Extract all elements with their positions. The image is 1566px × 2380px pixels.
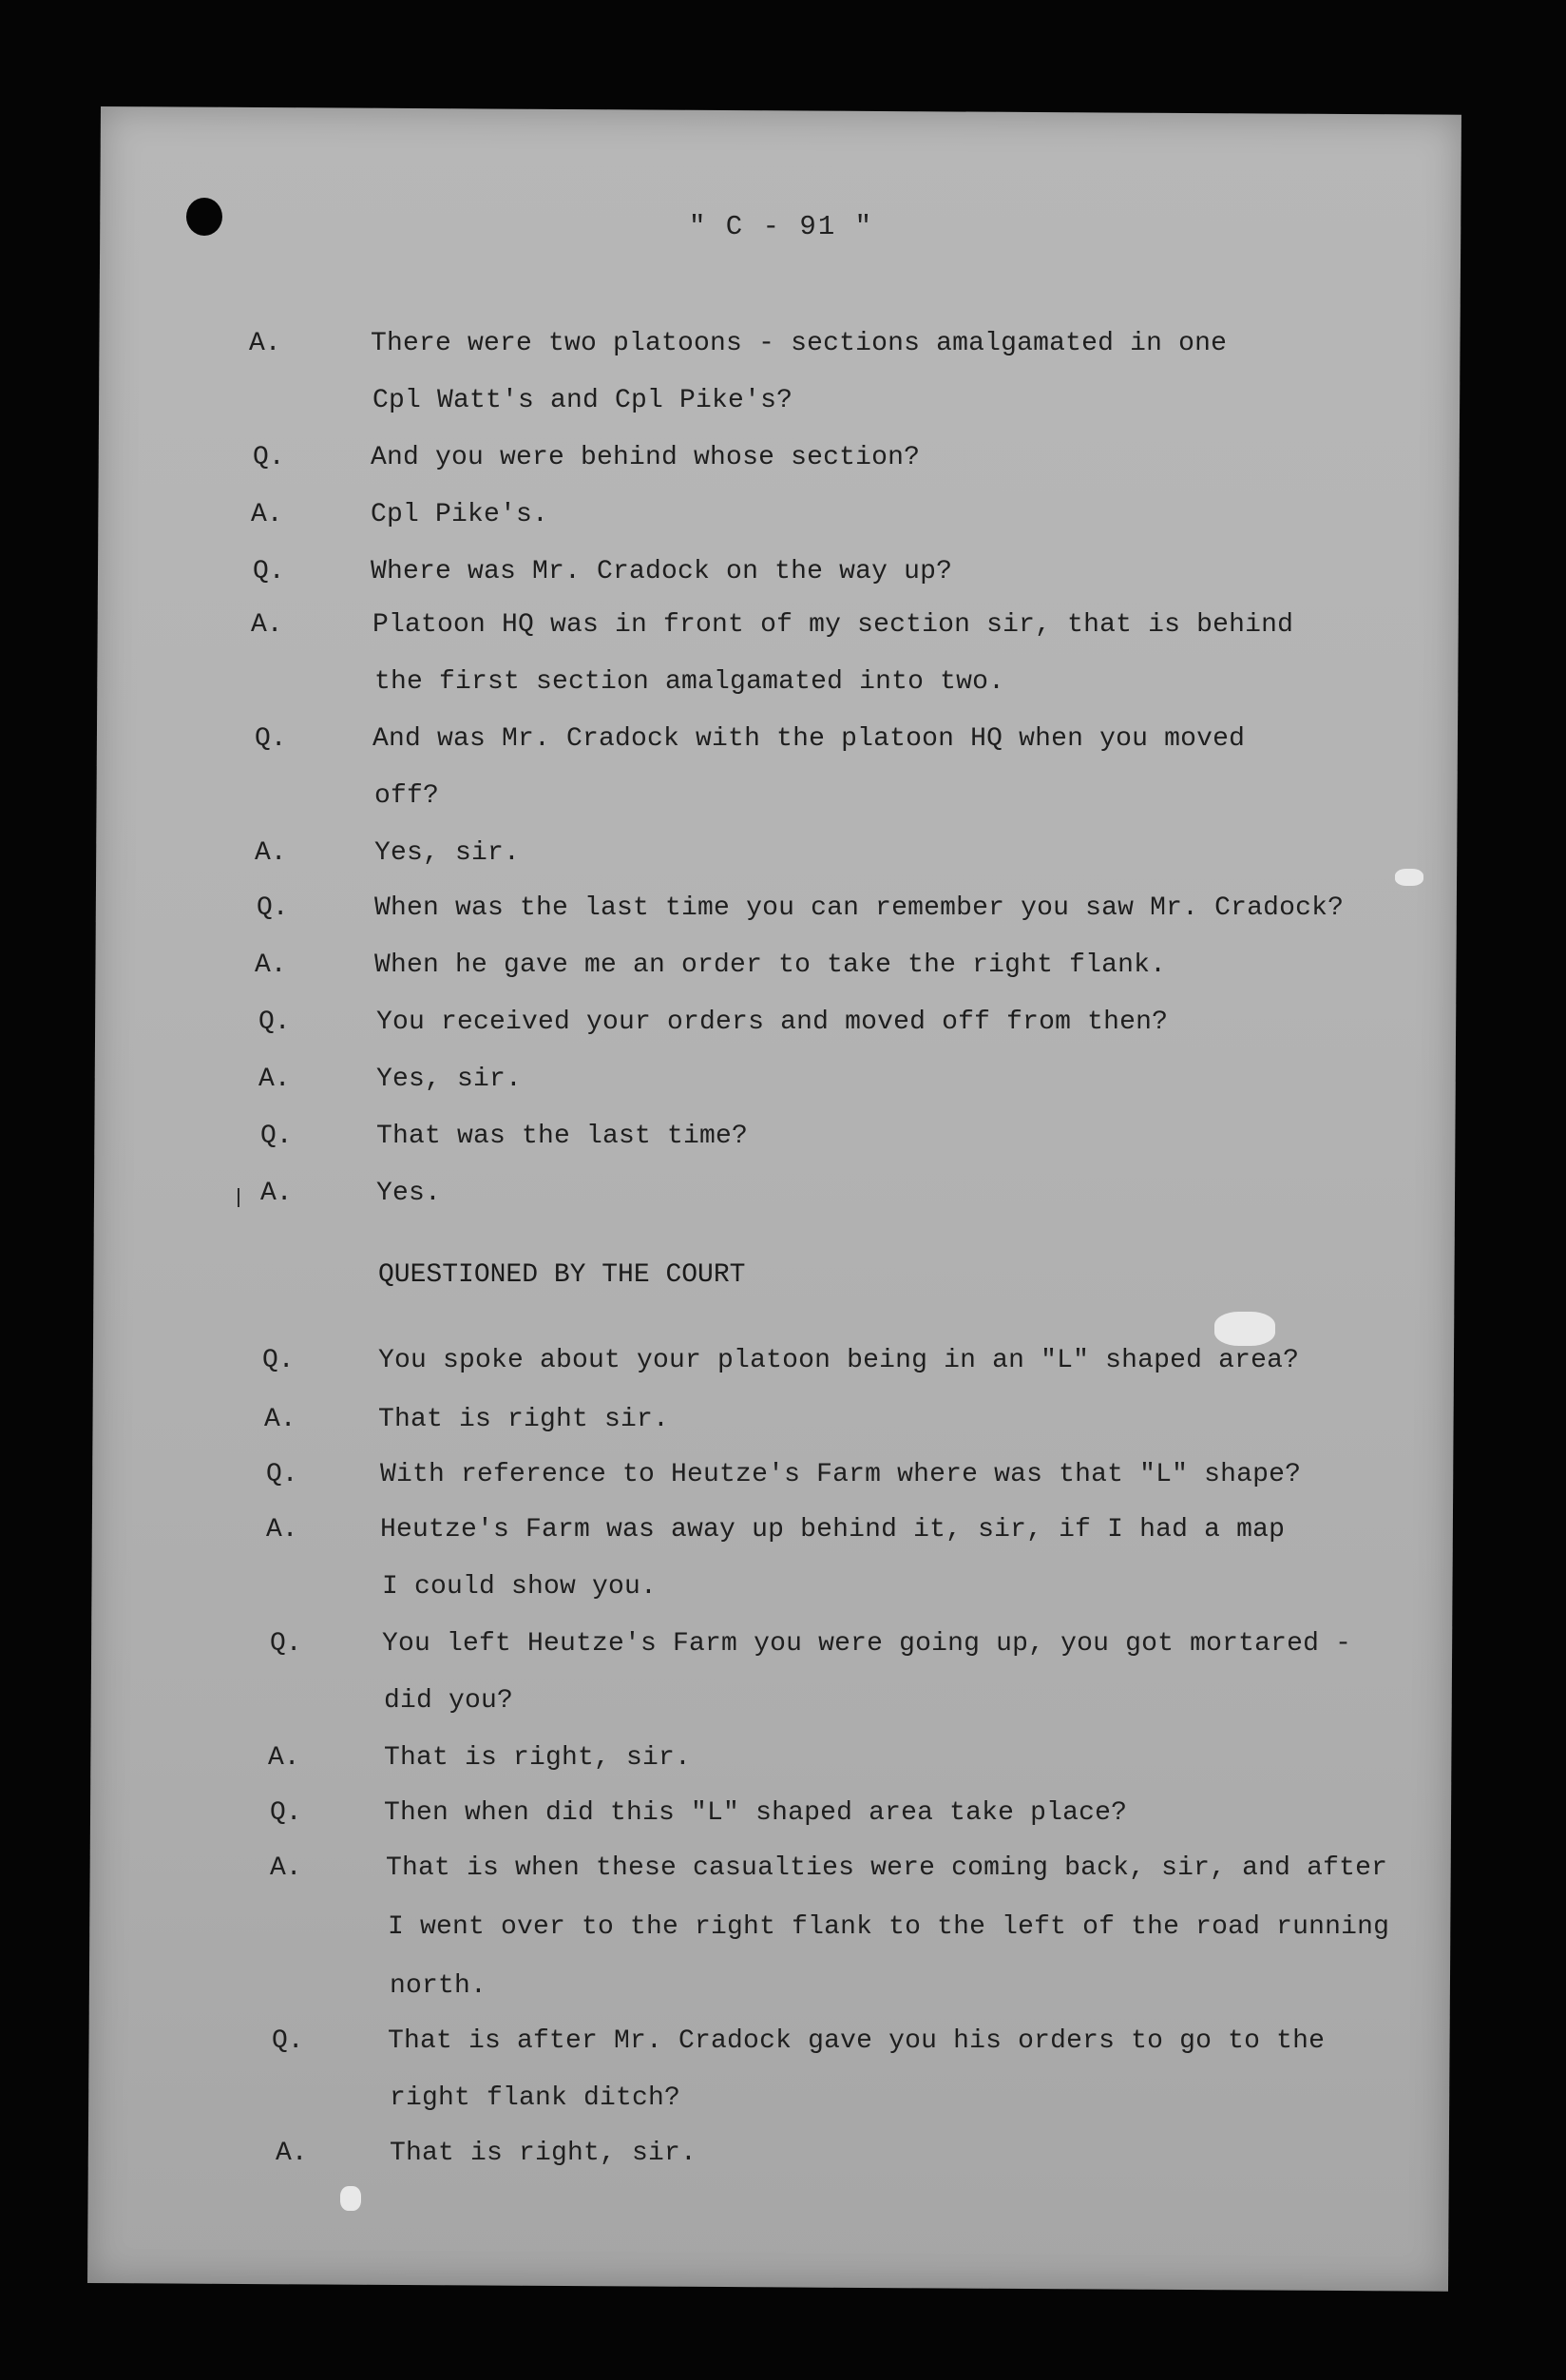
punch-hole — [186, 198, 222, 236]
testimony-line: Yes. — [376, 1179, 442, 1208]
testimony-line: You left Heutze's Farm you were going up, you got mortared - — [382, 1629, 1352, 1659]
speaker-label: Q. — [266, 1460, 298, 1489]
speaker-label: A. — [260, 1179, 293, 1208]
testimony-line: north. — [390, 1971, 487, 2001]
testimony-line: Then when did this "L" shaped area take place? — [384, 1798, 1128, 1828]
testimony-line: That is right, sir. — [390, 2139, 697, 2168]
speaker-label: Q. — [258, 1008, 291, 1037]
testimony-line: Heutze's Farm was away up behind it, sir, if I had a map — [380, 1515, 1286, 1545]
testimony-line: That is when these casualties were coming back, sir, and after — [386, 1853, 1388, 1883]
speaker-label: A. — [276, 2139, 308, 2168]
speaker-label: Q. — [262, 1346, 295, 1375]
speaker-label: A. — [264, 1405, 296, 1434]
testimony-line: did you? — [384, 1686, 514, 1716]
speaker-label: A. — [258, 1065, 291, 1094]
speaker-label: Q. — [272, 2026, 304, 2056]
typed-page — [87, 106, 1461, 2292]
testimony-line: You received your orders and moved off from then? — [376, 1008, 1169, 1037]
testimony-line: I went over to the right flank to the left of the road running — [388, 1912, 1390, 1942]
testimony-line: Cpl Watt's and Cpl Pike's? — [372, 386, 793, 415]
testimony-line: right flank ditch? — [390, 2083, 681, 2113]
speaker-label: A. — [268, 1743, 300, 1773]
paper-speck — [1214, 1312, 1275, 1346]
speaker-label: A. — [249, 329, 281, 358]
testimony-line: When he gave me an order to take the right flank. — [374, 950, 1167, 980]
testimony-line: Yes, sir. — [374, 838, 521, 868]
speaker-label: Q. — [255, 724, 287, 754]
testimony-line: Yes, sir. — [376, 1065, 523, 1094]
testimony-line: Where was Mr. Cradock on the way up? — [371, 557, 953, 586]
paper-speck — [1395, 869, 1423, 886]
testimony-line: And was Mr. Cradock with the platoon HQ when you moved — [372, 724, 1246, 754]
testimony-line: Platoon HQ was in front of my section sir, that is behind — [372, 610, 1294, 640]
testimony-line: That is after Mr. Cradock gave you his orders to go to the — [388, 2026, 1326, 2056]
speaker-label: Q. — [270, 1798, 302, 1828]
testimony-line: That is right, sir. — [384, 1743, 692, 1773]
testimony-line: When was the last time you can remember you saw Mr. Cradock? — [374, 893, 1345, 923]
speaker-label: Q. — [260, 1122, 293, 1151]
speaker-label: A. — [255, 950, 287, 980]
margin-mark — [238, 1188, 239, 1207]
testimony-line: Cpl Pike's. — [371, 500, 549, 529]
testimony-line: There were two platoons - sections amalgamated in one — [371, 329, 1228, 358]
testimony-line: That was the last time? — [376, 1122, 749, 1151]
speaker-label: Q. — [253, 557, 285, 586]
speaker-label: Q. — [270, 1629, 302, 1659]
testimony-line: off? — [374, 781, 440, 811]
testimony-line: With reference to Heutze's Farm where was that "L" shape? — [380, 1460, 1302, 1489]
page-number: " C - 91 " — [689, 211, 874, 242]
speaker-label: A. — [255, 838, 287, 868]
testimony-line: That is right sir. — [378, 1405, 670, 1434]
testimony-line: I could show you. — [382, 1572, 658, 1602]
speaker-label: A. — [251, 610, 283, 640]
speaker-label: A. — [266, 1515, 298, 1545]
speaker-label: A. — [251, 500, 283, 529]
testimony-line: the first section amalgamated into two. — [374, 667, 1005, 697]
section-heading: QUESTIONED BY THE COURT — [378, 1260, 746, 1290]
speaker-label: A. — [270, 1853, 302, 1883]
testimony-line: And you were behind whose section? — [371, 443, 921, 472]
testimony-line: You spoke about your platoon being in an "L" shaped area? — [378, 1346, 1300, 1375]
speaker-label: Q. — [257, 893, 289, 923]
speaker-label: Q. — [253, 443, 285, 472]
paper-speck — [340, 2186, 361, 2211]
